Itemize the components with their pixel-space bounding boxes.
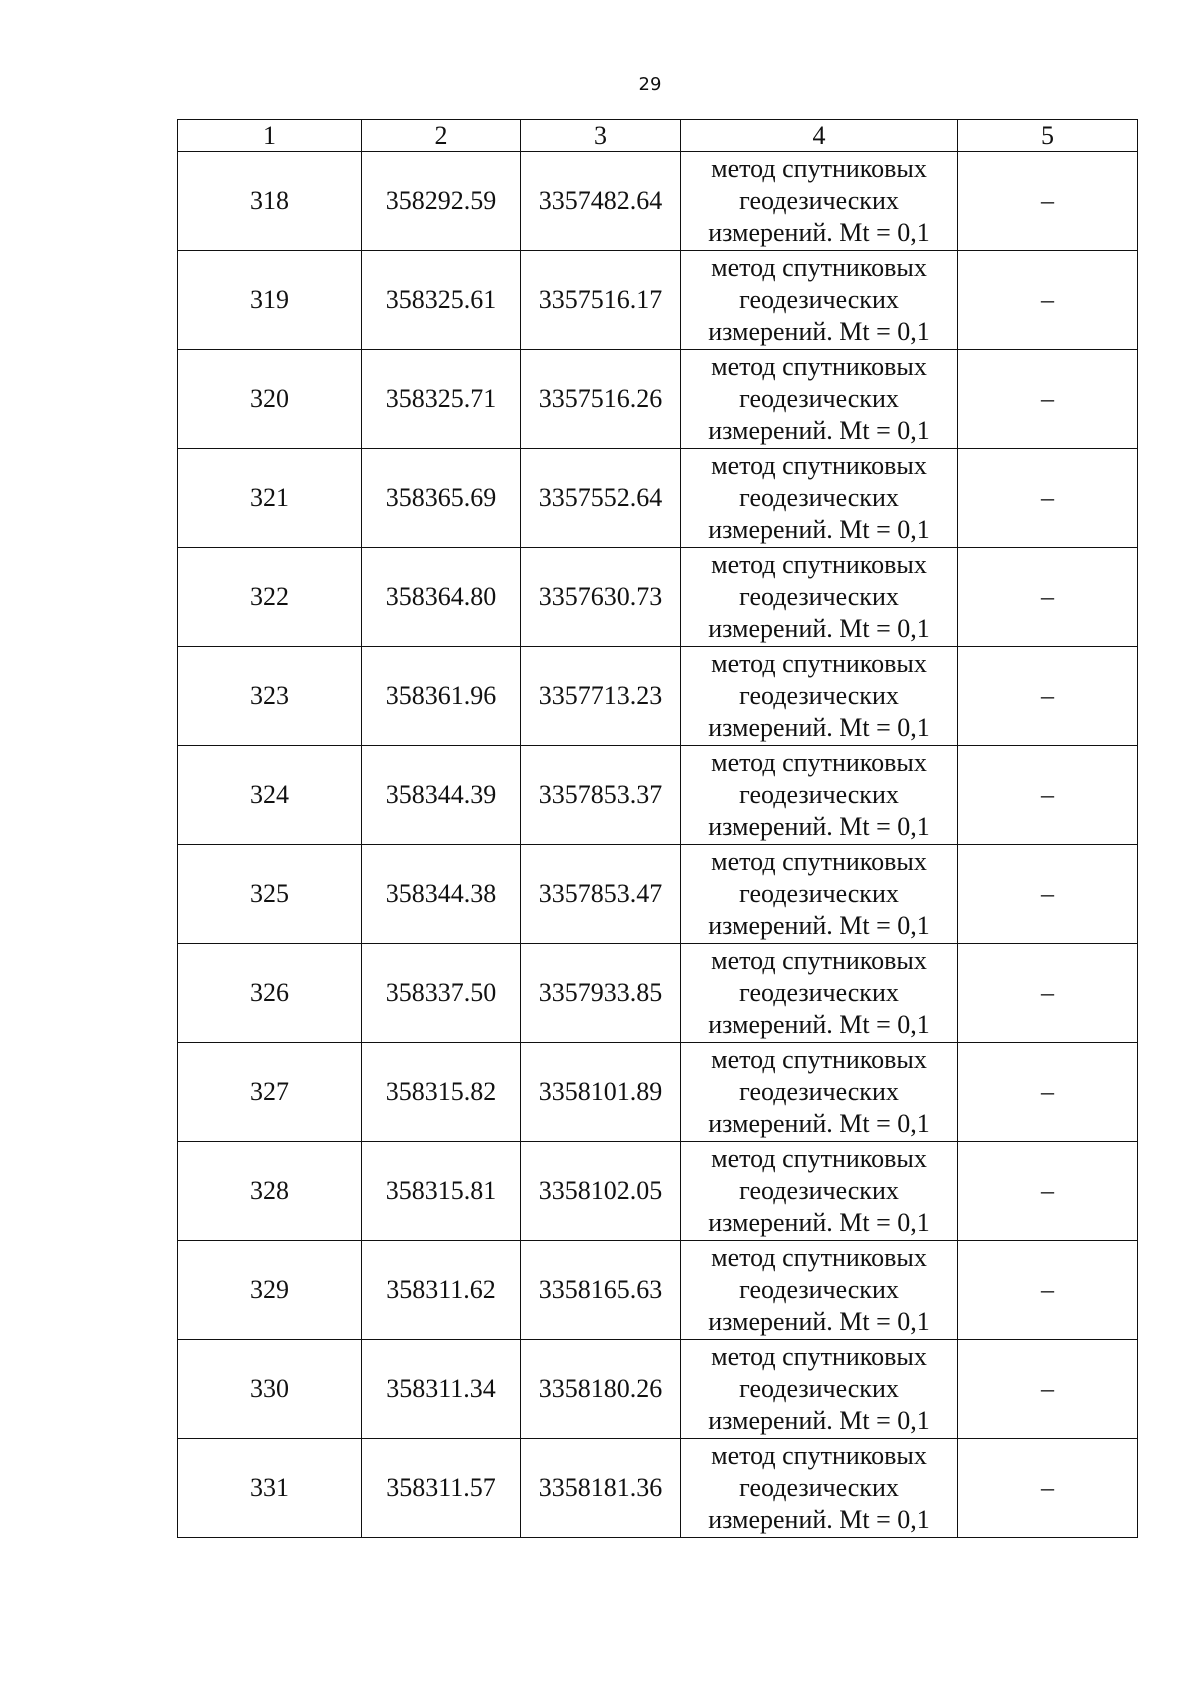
x-coordinate-cell: 358325.61 — [362, 251, 521, 350]
method-text-line: геодезических — [739, 186, 899, 215]
method-text-line: метод спутниковых — [711, 1342, 927, 1371]
method-text-line: геодезических — [739, 1077, 899, 1106]
table-row — [178, 1142, 1138, 1241]
table-row — [178, 251, 1138, 350]
method-text-line: измерений. Mt = 0,1 — [708, 1307, 930, 1336]
method-text-line: метод спутниковых — [711, 352, 927, 381]
table-row — [178, 1043, 1138, 1142]
table-row — [178, 845, 1138, 944]
note-cell: – — [958, 1340, 1138, 1439]
method-text-line: метод спутниковых — [711, 748, 927, 777]
method-cell — [681, 1142, 958, 1241]
y-coordinate-cell: 3357516.26 — [521, 350, 681, 449]
method-text-line: геодезических — [739, 1473, 899, 1502]
method-cell — [681, 1043, 958, 1142]
table-row — [178, 1340, 1138, 1439]
y-coordinate-cell: 3357853.37 — [521, 746, 681, 845]
method-text-line: геодезических — [739, 1275, 899, 1304]
method-cell — [681, 647, 958, 746]
method-text-line: измерений. Mt = 0,1 — [708, 218, 930, 247]
x-coordinate-cell: 358311.34 — [362, 1340, 521, 1439]
point-number-cell: 328 — [178, 1142, 362, 1241]
table-row — [178, 647, 1138, 746]
x-coordinate-cell: 358292.59 — [362, 152, 521, 251]
method-text-line: геодезических — [739, 285, 899, 314]
point-number-cell: 322 — [178, 548, 362, 647]
note-cell: – — [958, 746, 1138, 845]
method-text-line: измерений. Mt = 0,1 — [708, 515, 930, 544]
table-row — [178, 548, 1138, 647]
method-text-line: измерений. Mt = 0,1 — [708, 416, 930, 445]
method-text-line: измерений. Mt = 0,1 — [708, 317, 930, 346]
point-number-cell: 329 — [178, 1241, 362, 1340]
point-number-cell: 326 — [178, 944, 362, 1043]
method-text-line: метод спутниковых — [711, 946, 927, 975]
note-cell: – — [958, 1439, 1138, 1538]
page-number: 29 — [638, 74, 662, 95]
method-text-line: метод спутниковых — [711, 847, 927, 876]
y-coordinate-cell: 3358180.26 — [521, 1340, 681, 1439]
method-text-line: измерений. Mt = 0,1 — [708, 1010, 930, 1039]
y-coordinate-cell: 3358102.05 — [521, 1142, 681, 1241]
method-text-line: метод спутниковых — [711, 1441, 927, 1470]
method-text-line: метод спутниковых — [711, 649, 927, 678]
method-text-line: метод спутниковых — [711, 451, 927, 480]
method-text-line: геодезических — [739, 1374, 899, 1403]
method-text-line: метод спутниковых — [711, 1045, 927, 1074]
method-cell — [681, 1340, 958, 1439]
point-number-cell: 321 — [178, 449, 362, 548]
note-cell: – — [958, 1142, 1138, 1241]
point-number-cell: 325 — [178, 845, 362, 944]
y-coordinate-cell: 3358181.36 — [521, 1439, 681, 1538]
point-number-cell: 320 — [178, 350, 362, 449]
note-cell: – — [958, 1043, 1138, 1142]
method-cell — [681, 152, 958, 251]
y-coordinate-cell: 3357630.73 — [521, 548, 681, 647]
x-coordinate-cell: 358315.82 — [362, 1043, 521, 1142]
x-coordinate-cell: 358325.71 — [362, 350, 521, 449]
method-text-line: измерений. Mt = 0,1 — [708, 911, 930, 940]
x-coordinate-cell: 358364.80 — [362, 548, 521, 647]
method-text-line: геодезических — [739, 681, 899, 710]
method-text-line: геодезических — [739, 384, 899, 413]
coordinates-table — [177, 119, 1138, 1538]
note-cell: – — [958, 449, 1138, 548]
x-coordinate-cell: 358311.57 — [362, 1439, 521, 1538]
point-number-cell: 331 — [178, 1439, 362, 1538]
x-coordinate-cell: 358337.50 — [362, 944, 521, 1043]
method-text-line: геодезических — [739, 879, 899, 908]
note-cell: – — [958, 350, 1138, 449]
table-row — [178, 944, 1138, 1043]
y-coordinate-cell: 3357853.47 — [521, 845, 681, 944]
method-text-line: геодезических — [739, 780, 899, 809]
note-cell: – — [958, 1241, 1138, 1340]
point-number-cell: 327 — [178, 1043, 362, 1142]
y-coordinate-cell: 3357933.85 — [521, 944, 681, 1043]
note-cell: – — [958, 944, 1138, 1043]
table-row — [178, 1439, 1138, 1538]
method-cell — [681, 251, 958, 350]
method-text-line: метод спутниковых — [711, 550, 927, 579]
table-row — [178, 1241, 1138, 1340]
table-row — [178, 152, 1138, 251]
table-row — [178, 449, 1138, 548]
point-number-cell: 324 — [178, 746, 362, 845]
note-cell: – — [958, 548, 1138, 647]
header-col-1: 1 — [178, 120, 362, 152]
x-coordinate-cell: 358315.81 — [362, 1142, 521, 1241]
method-cell — [681, 746, 958, 845]
table-row — [178, 350, 1138, 449]
point-number-cell: 330 — [178, 1340, 362, 1439]
note-cell: – — [958, 845, 1138, 944]
method-text-line: измерений. Mt = 0,1 — [708, 614, 930, 643]
header-col-5: 5 — [958, 120, 1138, 152]
point-number-cell: 323 — [178, 647, 362, 746]
y-coordinate-cell: 3357713.23 — [521, 647, 681, 746]
method-text-line: метод спутниковых — [711, 253, 927, 282]
method-text-line: геодезических — [739, 483, 899, 512]
method-text-line: измерений. Mt = 0,1 — [708, 1109, 930, 1138]
note-cell: – — [958, 152, 1138, 251]
method-cell — [681, 845, 958, 944]
header-col-3: 3 — [521, 120, 681, 152]
x-coordinate-cell: 358344.38 — [362, 845, 521, 944]
method-text-line: геодезических — [739, 978, 899, 1007]
method-cell — [681, 944, 958, 1043]
header-col-4: 4 — [681, 120, 958, 152]
method-cell — [681, 548, 958, 647]
x-coordinate-cell: 358361.96 — [362, 647, 521, 746]
method-text-line: метод спутниковых — [711, 154, 927, 183]
method-cell — [681, 350, 958, 449]
header-row — [178, 120, 1138, 152]
method-cell — [681, 1241, 958, 1340]
y-coordinate-cell: 3358165.63 — [521, 1241, 681, 1340]
table-body — [178, 152, 1138, 1538]
point-number-cell: 318 — [178, 152, 362, 251]
y-coordinate-cell: 3357516.17 — [521, 251, 681, 350]
table-row — [178, 746, 1138, 845]
x-coordinate-cell: 358311.62 — [362, 1241, 521, 1340]
method-text-line: измерений. Mt = 0,1 — [708, 1505, 930, 1534]
table-header — [178, 120, 1138, 152]
method-text-line: измерений. Mt = 0,1 — [708, 812, 930, 841]
method-text-line: измерений. Mt = 0,1 — [708, 713, 930, 742]
point-number-cell: 319 — [178, 251, 362, 350]
note-cell: – — [958, 251, 1138, 350]
method-cell — [681, 449, 958, 548]
header-col-2: 2 — [362, 120, 521, 152]
method-text-line: геодезических — [739, 582, 899, 611]
method-text-line: измерений. Mt = 0,1 — [708, 1208, 930, 1237]
note-cell: – — [958, 647, 1138, 746]
method-text-line: метод спутниковых — [711, 1243, 927, 1272]
y-coordinate-cell: 3357552.64 — [521, 449, 681, 548]
method-text-line: измерений. Mt = 0,1 — [708, 1406, 930, 1435]
y-coordinate-cell: 3357482.64 — [521, 152, 681, 251]
y-coordinate-cell: 3358101.89 — [521, 1043, 681, 1142]
method-text-line: геодезических — [739, 1176, 899, 1205]
method-text-line: метод спутниковых — [711, 1144, 927, 1173]
method-cell — [681, 1439, 958, 1538]
x-coordinate-cell: 358365.69 — [362, 449, 521, 548]
x-coordinate-cell: 358344.39 — [362, 746, 521, 845]
